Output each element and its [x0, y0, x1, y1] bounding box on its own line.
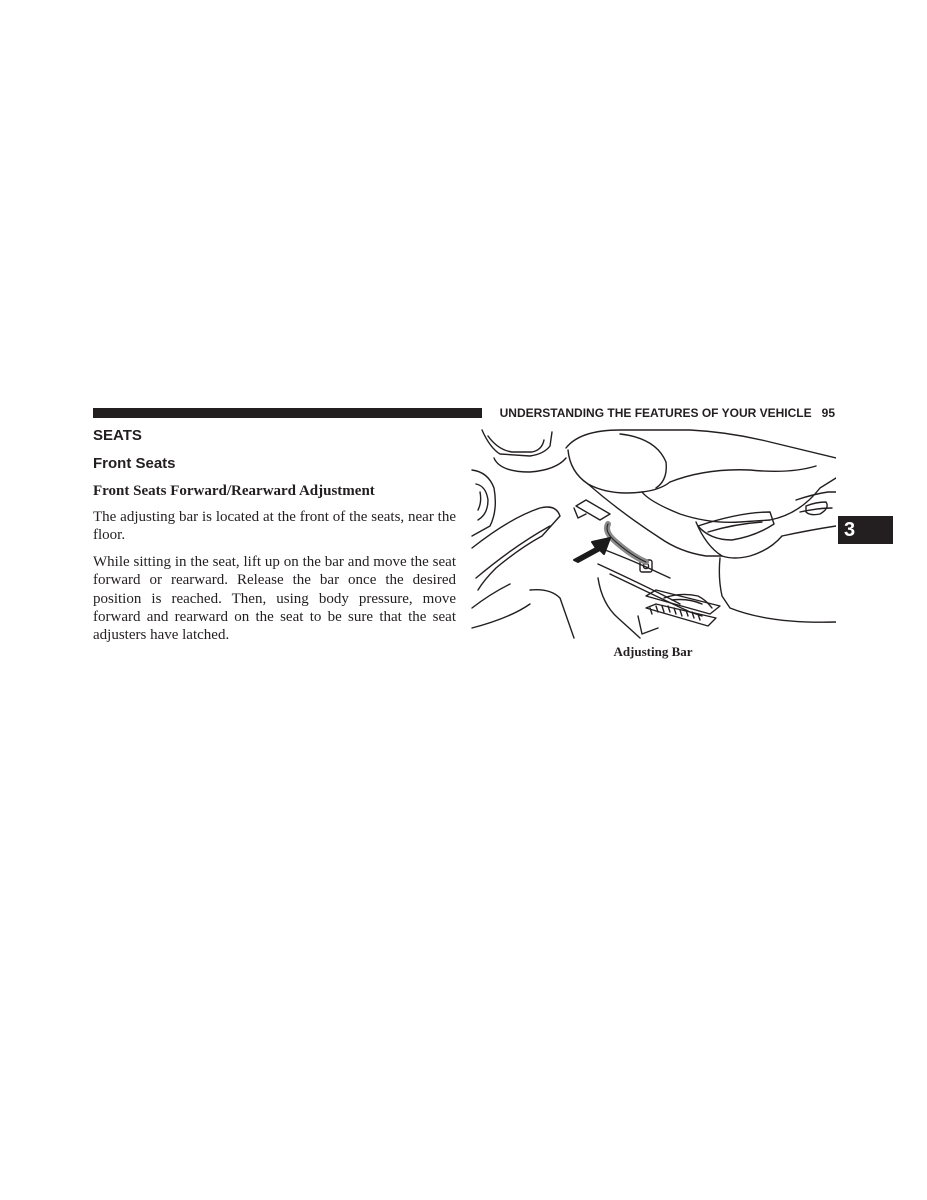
adjusting-bar-drawing — [607, 524, 646, 562]
chapter-tab-number: 3 — [844, 519, 856, 541]
chapter-tab — [838, 516, 893, 544]
section-title: SEATS — [93, 427, 142, 444]
figure-caption: Adjusting Bar — [613, 644, 693, 659]
chapter-title: UNDERSTANDING THE FEATURES OF YOUR VEHICLE — [499, 406, 812, 420]
header-rule — [93, 408, 482, 418]
subsection-title: Front Seats — [93, 455, 176, 472]
sub-subsection-title: Front Seats Forward/Rearward Adjustment — [93, 483, 375, 499]
paragraph: The adjusting bar is located at the front of the seats, near the floor. — [93, 509, 456, 544]
illustration-svg — [470, 428, 836, 640]
seat-adjusting-bar-illustration — [470, 428, 836, 640]
paragraph: While sitting in the seat, lift up on the bar and move the seat forward or rearward. Release the bar once the desired position is reached. Then, using body pressure, move forward and rearward on the seat to be sure that the seat adjusters have latched. — [93, 554, 456, 644]
center-console-drawing — [472, 430, 566, 608]
pointer-arrow-icon — [574, 538, 610, 562]
page-number: 95 — [821, 406, 835, 420]
seat-track-drawing — [472, 500, 720, 638]
running-header — [490, 406, 835, 420]
